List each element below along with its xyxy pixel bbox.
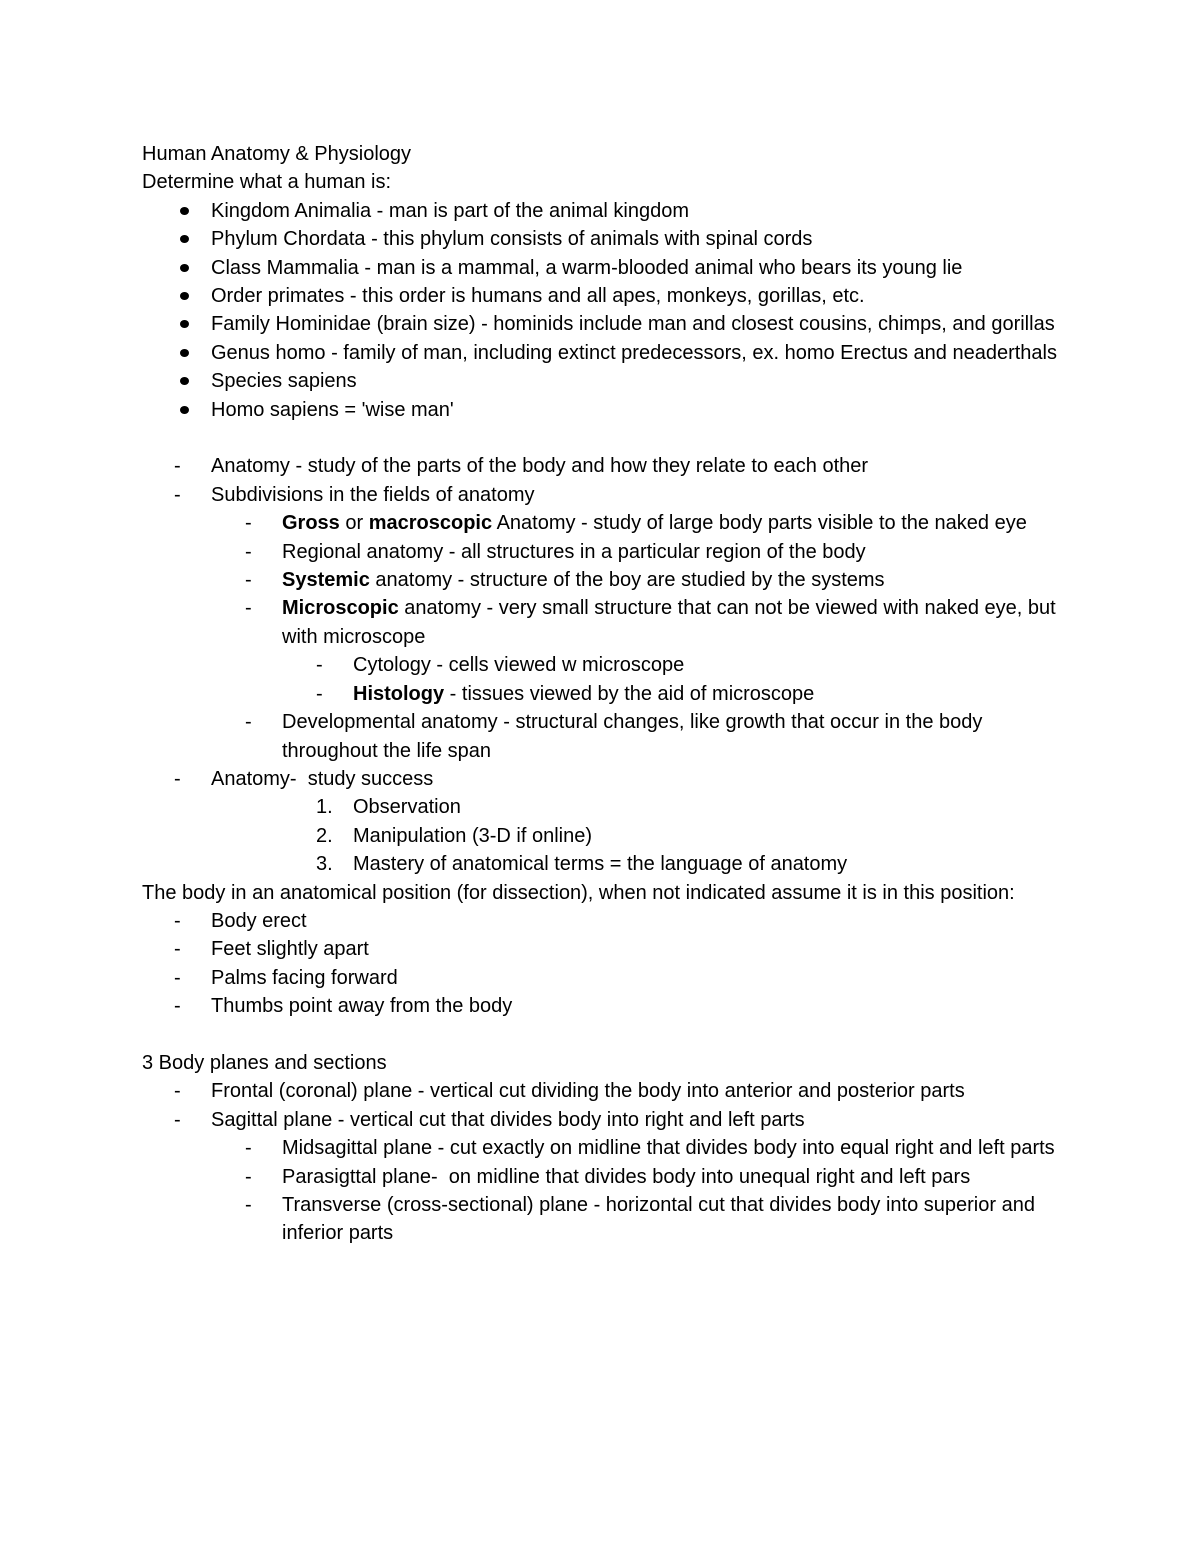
list-number: 3. — [316, 853, 333, 876]
bullet-icon — [180, 377, 189, 385]
anatomy-section — [142, 452, 1072, 878]
bullet-icon — [180, 235, 189, 243]
list-item: - Subdivisions in the fields of anatomy — [142, 481, 1072, 509]
list-item: - Parasigttal plane- on midline that divides body into unequal right and left pars — [142, 1163, 1072, 1191]
dash-marker: - — [174, 767, 181, 790]
planes-heading: 3 Body planes and sections — [142, 1051, 387, 1074]
dash-marker: - — [316, 682, 323, 705]
list-item: - Histology - tissues viewed by the aid of microscope — [142, 680, 1072, 708]
dash-marker: - — [245, 597, 252, 620]
dash-marker: - — [245, 569, 252, 592]
list-item: - Systemic anatomy - structure of the boy are studied by the systems — [142, 566, 1072, 594]
list-item: - Developmental anatomy - structural changes, like growth that occur in the body throughout the life span — [142, 708, 1072, 765]
dash-marker: - — [174, 966, 181, 989]
numbered-item: 2. Manipulation (3-D if online) — [142, 822, 1072, 850]
dash-marker: - — [174, 483, 181, 506]
bullet-icon — [180, 349, 189, 357]
dash-marker: - — [174, 995, 181, 1018]
list-item: - Frontal (coronal) plane - vertical cut dividing the body into anterior and posterior parts — [142, 1077, 1072, 1105]
list-item: - Feet slightly apart — [142, 935, 1072, 963]
intro-line: Determine what a human is: — [142, 171, 392, 194]
spacer — [142, 1021, 1072, 1049]
dash-marker: - — [174, 1108, 181, 1131]
bullet-icon — [180, 292, 189, 300]
list-item: - Anatomy - study of the parts of the body and how they relate to each other — [142, 452, 1072, 480]
list-item: Family Hominidae (brain size) - hominids include man and closest cousins, chimps, and gorillas — [142, 310, 1072, 338]
list-item: - Regional anatomy - all structures in a particular region of the body — [142, 538, 1072, 566]
bullet-icon — [180, 320, 189, 328]
list-item: - Cytology - cells viewed w microscope — [142, 651, 1072, 679]
document-page — [142, 140, 1072, 1248]
list-item: - Palms facing forward — [142, 964, 1072, 992]
list-item: Kingdom Animalia - man is part of the animal kingdom — [142, 197, 1072, 225]
dash-marker: - — [174, 1080, 181, 1103]
list-item: - Microscopic anatomy - very small structure that can not be viewed with naked eye, but with microscope — [142, 594, 1072, 651]
planes-list — [142, 1077, 1072, 1247]
dash-marker: - — [245, 711, 252, 734]
list-item: - Midsagittal plane - cut exactly on midline that divides body into equal right and left parts — [142, 1134, 1072, 1162]
list-item: Class Mammalia - man is a mammal, a warm-blooded animal who bears its young lie — [142, 254, 1072, 282]
dash-marker: - — [245, 1194, 252, 1216]
list-item: - Anatomy- study success — [142, 765, 1072, 793]
list-item: - Gross or macroscopic Anatomy - study of large body parts visible to the naked eye — [142, 509, 1072, 537]
bullet-icon — [180, 264, 189, 272]
classification-list — [142, 197, 1072, 424]
dash-marker: - — [174, 455, 181, 478]
dash-marker: - — [245, 512, 252, 535]
dash-marker: - — [174, 938, 181, 961]
list-item: Homo sapiens = 'wise man' — [142, 396, 1072, 424]
dash-marker: - — [316, 654, 323, 677]
list-item: Species sapiens — [142, 367, 1072, 395]
dash-marker: - — [245, 1165, 252, 1188]
bullet-icon — [180, 207, 189, 215]
list-item: - Transverse (cross-sectional) plane - horizontal cut that divides body into superior and inferior parts — [142, 1191, 1072, 1248]
dash-marker: - — [245, 540, 252, 563]
spacer — [142, 424, 1072, 452]
list-item: - Thumbs point away from the body — [142, 992, 1072, 1020]
list-item: Genus homo - family of man, including extinct predecessors, ex. homo Erectus and neaderthals — [142, 339, 1072, 367]
dash-marker: - — [245, 1137, 252, 1160]
numbered-item: 3. Mastery of anatomical terms = the language of anatomy — [142, 850, 1072, 878]
list-item: - Sagittal plane - vertical cut that divides body into right and left parts — [142, 1106, 1072, 1134]
list-item: Order primates - this order is humans and all apes, monkeys, gorillas, etc. — [142, 282, 1072, 310]
position-intro: The body in an anatomical position (for dissection), when not indicated assume it is in this position: — [142, 881, 1015, 904]
dash-marker: - — [174, 909, 181, 932]
list-number: 2. — [316, 824, 333, 847]
document-title: Human Anatomy & Physiology — [142, 143, 412, 165]
bullet-icon — [180, 406, 189, 414]
position-list — [142, 907, 1072, 1021]
numbered-item: 1. Observation — [142, 793, 1072, 821]
list-number: 1. — [316, 796, 333, 819]
list-item: Phylum Chordata - this phylum consists of animals with spinal cords — [142, 225, 1072, 253]
list-item: - Body erect — [142, 907, 1072, 935]
